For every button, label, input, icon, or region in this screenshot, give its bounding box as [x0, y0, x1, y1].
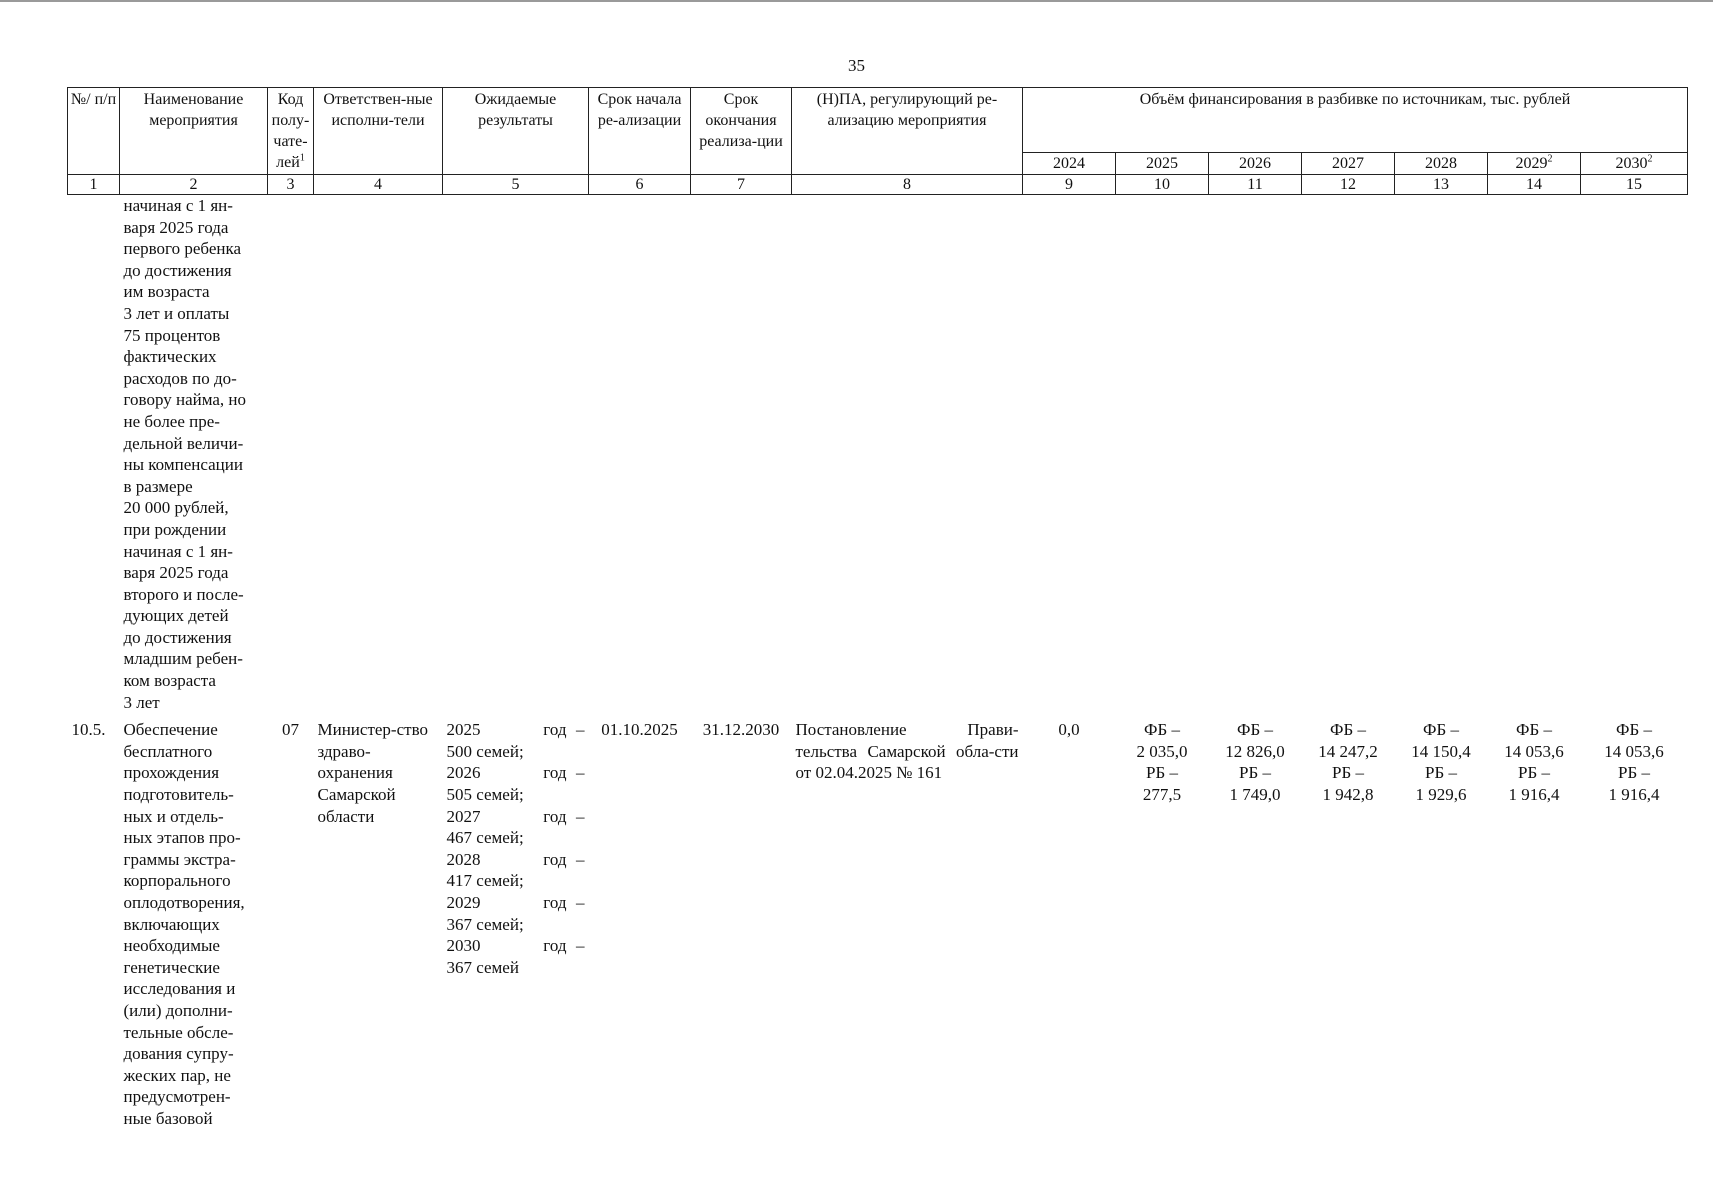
- column-number: 9: [1023, 175, 1116, 195]
- column-number: 14: [1488, 175, 1581, 195]
- name-line: ны компенсации: [123, 455, 243, 475]
- row-number: 10.5.: [71, 720, 106, 740]
- column-number: 10: [1116, 175, 1209, 195]
- result-year-line: 2027 год –: [446, 806, 585, 826]
- column-number: 11: [1209, 175, 1302, 195]
- name-line: включающих: [123, 914, 220, 934]
- column-number: 1: [68, 175, 120, 195]
- name-line: ные базовой: [123, 1108, 213, 1128]
- column-number: 8: [792, 175, 1023, 195]
- name-line: до достижения: [123, 627, 232, 647]
- funding-2029: ФБ – 14 053,6 РБ – 1 916,4: [1504, 720, 1564, 805]
- start-date: 01.10.2025: [601, 720, 678, 740]
- name-line: необходимые: [123, 936, 220, 956]
- result-families-line: 500 семей;: [446, 741, 524, 761]
- funding-2027: ФБ – 14 247,2 РБ – 1 942,8: [1318, 720, 1378, 805]
- end-date: 31.12.2030: [702, 720, 780, 740]
- header-results: Ожидаемые результаты: [443, 88, 589, 175]
- page-number: 35: [848, 56, 865, 75]
- measure-name: [120, 195, 268, 714]
- column-number: 15: [1581, 175, 1688, 195]
- column-number-row: [68, 175, 1688, 195]
- result-year-line: 2026 год –: [446, 763, 585, 783]
- result-families-line: 417 семей;: [446, 871, 524, 891]
- name-line: 20 000 рублей,: [123, 498, 229, 518]
- column-number: 3: [268, 175, 314, 195]
- header-end: Срок окончания реализа-ции: [691, 88, 792, 175]
- name-line: варя 2025 года: [123, 217, 229, 237]
- table-row: [68, 719, 1688, 1129]
- column-number: 2: [120, 175, 268, 195]
- page-top-border: [0, 0, 1713, 2]
- results-list: [447, 719, 585, 978]
- name-line: 3 лет: [123, 692, 160, 712]
- name-line: предусмотрен-: [123, 1087, 231, 1107]
- header-funding: Объём финансирования в разбивке по источникам, тыс. рублей: [1023, 88, 1688, 153]
- name-line: исследования и: [123, 979, 236, 999]
- header-year-2030: 2030$^2$: [1581, 153, 1688, 175]
- name-line: генетические: [123, 957, 220, 977]
- name-line: (или) дополни-: [123, 1000, 233, 1020]
- header-year-2024: 2024: [1023, 153, 1116, 175]
- name-line: 3 лет и оплаты: [123, 303, 230, 323]
- result-families-line: 367 семей: [446, 957, 519, 977]
- funding-2028: ФБ – 14 150,4 РБ – 1 929,6: [1411, 720, 1471, 805]
- name-line: подготовитель-: [123, 785, 234, 805]
- table-row: [68, 195, 1688, 714]
- legal-act: Постановление Прави-тельства Самарской обла-сти от 02.04.2025 № 161: [795, 720, 1019, 783]
- header-responsible: Ответствен-ные исполни-тели: [314, 88, 443, 175]
- column-number: 5: [443, 175, 589, 195]
- header-row: [68, 88, 1688, 153]
- result-year-line: 2029 год –: [446, 893, 585, 912]
- header-year-2025: 2025: [1116, 153, 1209, 175]
- name-lines: [124, 719, 264, 1129]
- name-line: расходов по до-: [123, 368, 237, 388]
- name-line: тельные обсле-: [123, 1022, 234, 1042]
- name-line: граммы экстра-: [123, 849, 236, 869]
- name-line: прохождения: [123, 763, 220, 783]
- name-line: Обеспечение: [123, 720, 218, 740]
- name-line: дующих детей: [123, 606, 229, 626]
- result-families-line: 505 семей;: [446, 785, 524, 805]
- header-start: Срок начала ре-ализации: [589, 88, 691, 175]
- column-number: 6: [589, 175, 691, 195]
- name-lines: [124, 195, 264, 713]
- name-line: оплодотворения,: [123, 893, 245, 912]
- header-year-2026: 2026: [1209, 153, 1302, 175]
- header-num: №/ п/п: [68, 88, 120, 175]
- name-line: жеских пар, не: [123, 1065, 231, 1085]
- name-line: при рождении: [123, 519, 227, 539]
- result-families-line: 367 семей;: [446, 914, 524, 934]
- name-line: начиная с 1 ян-: [123, 541, 233, 561]
- name-line: дельной величи-: [123, 433, 244, 453]
- column-number: 7: [691, 175, 792, 195]
- name-line: корпорального: [123, 871, 231, 891]
- funding-2030: ФБ – 14 053,6 РБ – 1 916,4: [1604, 720, 1664, 805]
- funding-table: [67, 87, 1688, 1130]
- name-line: первого ребенка: [123, 239, 242, 259]
- name-line: говору найма, но: [123, 390, 247, 410]
- name-line: фактических: [123, 347, 217, 367]
- column-number: 12: [1302, 175, 1395, 195]
- name-line: ных и отдель-: [123, 806, 224, 826]
- header-name: Наименование мероприятия: [120, 88, 268, 175]
- name-line: второго и после-: [123, 584, 244, 604]
- name-line: не более пре-: [123, 411, 220, 431]
- recipient-code: 07: [282, 720, 299, 740]
- header-year-2028: 2028: [1395, 153, 1488, 175]
- result-year-line: 2028 год –: [446, 849, 585, 869]
- column-number: 13: [1395, 175, 1488, 195]
- name-line: дования супру-: [123, 1044, 234, 1064]
- result-year-line: 2025 год –: [446, 720, 585, 740]
- name-line: ком возраста: [123, 671, 216, 691]
- column-number: 4: [314, 175, 443, 195]
- name-line: ных этапов про-: [123, 828, 241, 848]
- header-code: Код полу-чате-лей$^1$: [268, 88, 314, 175]
- result-year-line: 2030 год –: [446, 936, 585, 956]
- funding-2025: ФБ – 2 035,0 РБ – 277,5: [1136, 720, 1188, 805]
- funding-2026: ФБ – 12 826,0 РБ – 1 749,0: [1225, 720, 1285, 805]
- responsible-executor: Министер-ство здраво-охранения Самарской области: [317, 720, 428, 826]
- name-line: до достижения: [123, 260, 232, 280]
- header-year-2027: 2027: [1302, 153, 1395, 175]
- name-line: бесплатного: [123, 741, 213, 761]
- name-line: им возраста: [123, 282, 210, 302]
- measure-name: [120, 719, 268, 1129]
- header-year-2029: 2029$^2$: [1488, 153, 1581, 175]
- funding-2024: 0,0: [1058, 720, 1080, 740]
- result-families-line: 467 семей;: [446, 828, 524, 848]
- header-npa: (Н)ПА, регулирующий ре-ализацию мероприятия: [792, 88, 1023, 175]
- name-line: младшим ребен-: [123, 649, 243, 669]
- name-line: 75 процентов: [123, 325, 221, 345]
- name-line: варя 2025 года: [123, 563, 229, 583]
- expected-results: [443, 719, 589, 1129]
- name-line: в размере: [123, 476, 193, 496]
- name-line: начиная с 1 ян-: [123, 196, 233, 215]
